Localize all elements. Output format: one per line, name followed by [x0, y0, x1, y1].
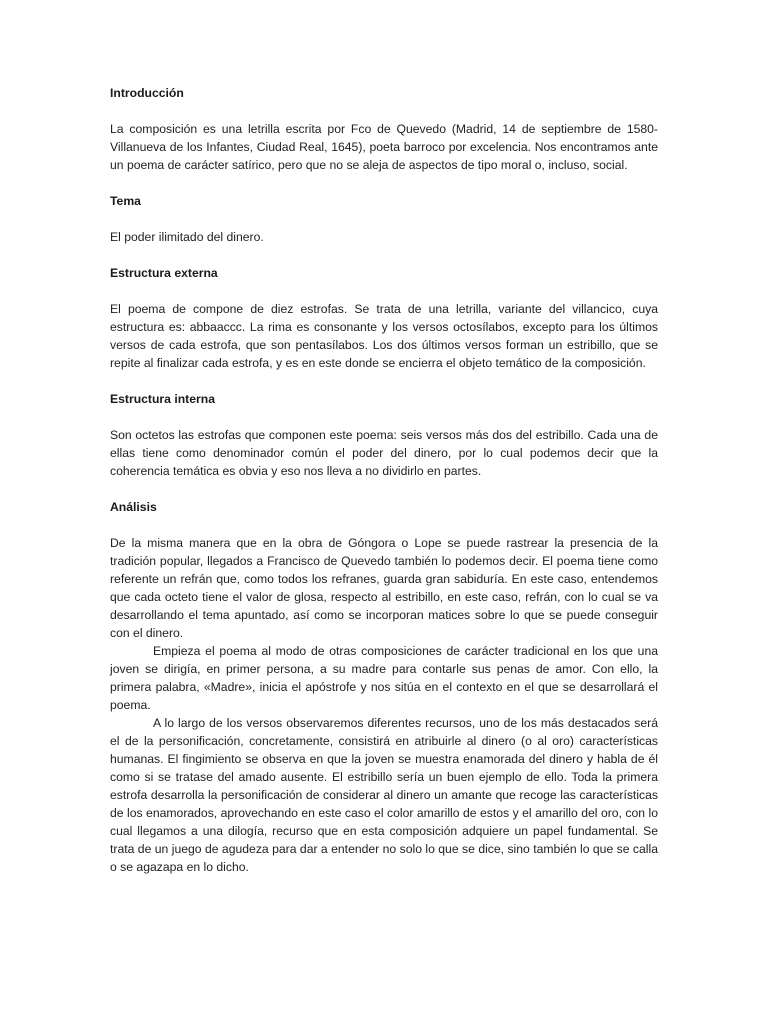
document-page: [110, 84, 658, 876]
heading-introduccion: Introducción: [110, 86, 184, 100]
paragraph-estructura-externa: El poema de compone de diez estrofas. Se trata de una letrilla, variante del villancico, cuya estructura es: abbaaccc. La rima es consonante y los versos octosílabos, excepto para los últimos versos de cada estrofa, que son pentasílabos. Los dos últimos versos forman un estribillo, que se repite al finalizar cada estrofa, y es en este donde se encierra el objeto temático de la composición.: [110, 302, 658, 370]
heading-estructura-externa: Estructura externa: [110, 266, 218, 280]
paragraph-analisis-1: De la misma manera que en la obra de Góngora o Lope se puede rastrear la presencia de la tradición popular, llegados a Francisco de Quevedo también lo podemos decir. El poema tiene como referente un refrán que, como todos los refranes, guarda gran sabiduría. En este caso, entendemos que cada octeto tiene el valor de glosa, respecto al estribillo, en este caso, refrán, con lo cual se va desarrollando el tema apuntado, así como se incorporan matices sobre lo que se puede conseguir con el dinero.: [110, 536, 658, 640]
paragraph-analisis-2: Empieza el poema al modo de otras composiciones de carácter tradicional en los que una joven se dirigía, en primer persona, a su madre para contarle sus penas de amor. Con ello, la primera palabra, «Madre», inicia el apóstrofe y nos sitúa en el contexto en el que se desarrollará el poema.: [110, 644, 658, 712]
paragraph-analisis-3: A lo largo de los versos observaremos diferentes recursos, uno de los más destacados será el de la personificación, concretamente, consistirá en atribuirle al dinero (o al oro) características humanas. El fingimiento se observa en que la joven se muestra enamorada del dinero y habla de él como si se tratase del amado ausente. El estribillo sería un buen ejemplo de ello. Toda la primera estrofa desarrolla la personificación de considerar al dinero un amante que recoge las características de los enamorados, aprovechando en este caso el color amarillo de estos y el amarillo del oro, con lo cual llegamos a una dilogía, recurso que en esta composición adquiere un papel fundamental. Se trata de un juego de agudeza para dar a entender no solo lo que se dice, sino también lo que se calla o se agazapa en lo dicho.: [110, 716, 658, 874]
heading-tema: Tema: [110, 194, 141, 208]
paragraph-tema: El poder ilimitado del dinero.: [110, 230, 264, 244]
paragraph-estructura-interna: Son octetos las estrofas que componen este poema: seis versos más dos del estribillo. Cada una de ellas tiene como denominador común el poder del dinero, por lo cual podemos decir que la coherencia temática es obvia y eso nos lleva a no dividirlo en partes.: [110, 428, 658, 478]
paragraph-introduccion: La composición es una letrilla escrita por Fco de Quevedo (Madrid, 14 de septiembre de 1580-Villanueva de los Infantes, Ciudad Real, 1645), poeta barroco por excelencia. Nos encontramos ante un poema de carácter satírico, pero que no se aleja de aspectos de tipo moral o, incluso, social.: [110, 122, 658, 172]
heading-estructura-interna: Estructura interna: [110, 392, 215, 406]
heading-analisis: Análisis: [110, 500, 157, 514]
